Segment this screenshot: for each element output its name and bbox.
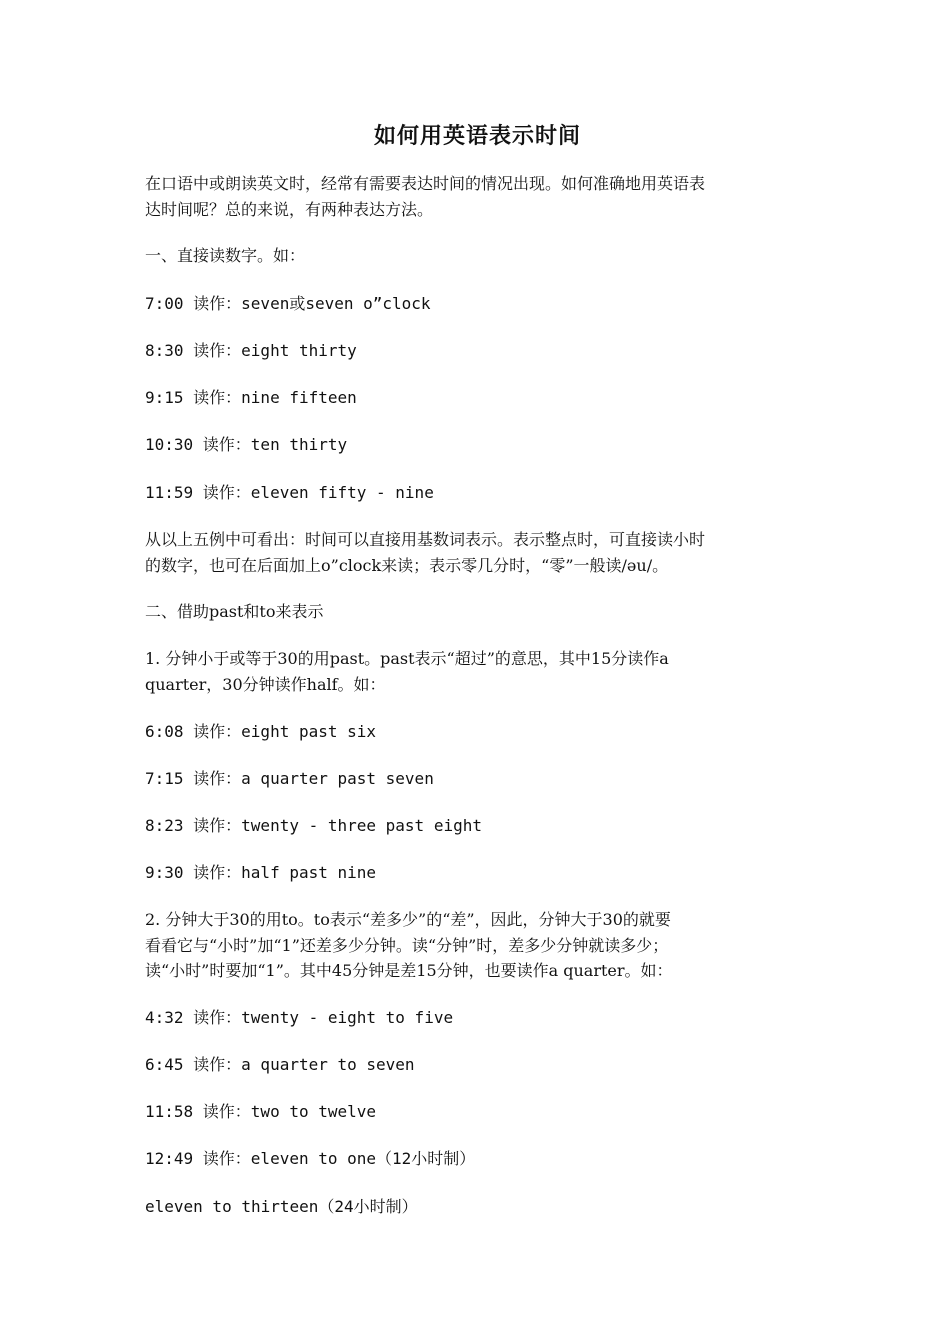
rule2-line-1: 2. 分钟大于30的用to。to表示“差多少”的“差”，因此，分钟大于30的就要 — [145, 910, 671, 929]
example-line: 7:15 读作：a quarter past seven — [145, 769, 434, 788]
rule2-line-2: 看看它与“小时”加“1”还差多少分钟。读“分钟”时，差多少分钟就读多少； — [145, 936, 669, 955]
section1-summary-line-1: 从以上五例中可看出：时间可以直接用基数词表示。表示整点时，可直接读小时 — [145, 530, 706, 549]
section2-heading: 二、借助past和to来表示 — [145, 602, 324, 621]
rule1-line-1: 1. 分钟小于或等于30的用past。past表示“超过”的意思，其中15分读作a — [145, 649, 669, 668]
example-line: 8:23 读作：twenty - three past eight — [145, 816, 482, 835]
example-line: 6:08 读作：eight past six — [145, 722, 377, 741]
example-line: 8:30 读作：eight thirty — [145, 341, 357, 360]
example-line: 4:32 读作：twenty - eight to five — [145, 1008, 454, 1027]
example-line: 9:15 读作：nine fifteen — [145, 388, 357, 407]
example-line: 10:30 读作：ten thirty — [145, 435, 348, 454]
rule2-line-3: 读“小时”时要加“1”。其中45分钟是差15分钟，也要读作a quarter。如： — [145, 961, 673, 980]
example-line: 11:59 读作：eleven fifty - nine — [145, 483, 434, 502]
example-line: 6:45 读作：a quarter to seven — [145, 1055, 415, 1074]
example-line: 12:49 读作：eleven to one（12小时制） — [145, 1149, 476, 1168]
document-title: 如何用英语表示时间 — [373, 123, 581, 149]
example-line: eleven to thirteen（24小时制） — [145, 1197, 418, 1216]
rule1-line-2: quarter，30分钟读作half。如： — [145, 675, 386, 694]
example-line: 11:58 读作：two to twelve — [145, 1102, 377, 1121]
intro-line-1: 在口语中或朗读英文时，经常有需要表达时间的情况出现。如何准确地用英语表 — [145, 174, 706, 193]
section1-heading: 一、直接读数字。如： — [145, 246, 306, 265]
example-line: 9:30 读作：half past nine — [145, 863, 377, 882]
intro-line-2: 达时间呢？总的来说，有两种表达方法。 — [145, 200, 434, 219]
example-line: 7:00 读作：seven或seven o”clock — [145, 294, 431, 313]
section1-summary-line-2: 的数字，也可在后面加上o”clock来读；表示零几分时，“零”一般读/əu/。 — [145, 556, 669, 575]
